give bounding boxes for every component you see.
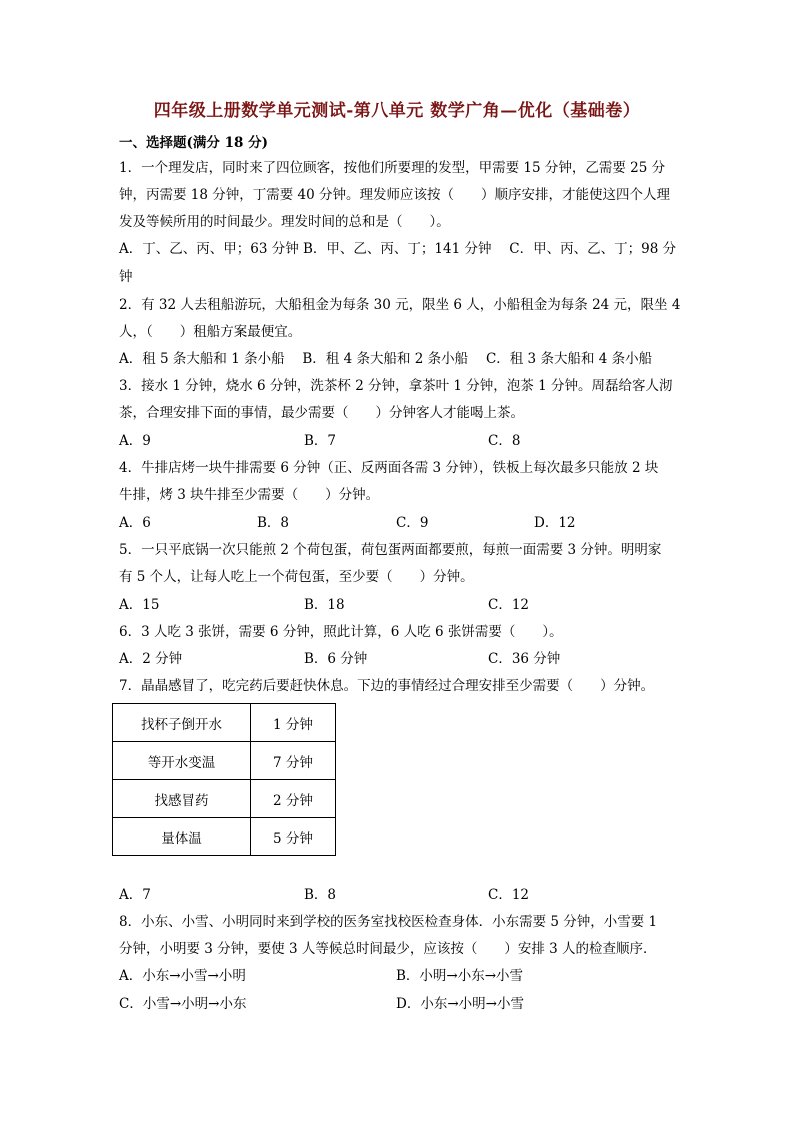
time-cell: 7 分钟 [251,742,336,780]
q1-options: A．丁、乙、丙、甲；63 分钟 B．甲、乙、丙、丁；141 分钟 C．甲、丙、乙、丁；98 分 [119,241,677,257]
q2-options: A．租 5 条大船和 1 条小船 B．租 4 条大船和 2 条小船 C．租 3 条大船和 4 条小船 [119,351,653,367]
q6-line-1: 6．3 人吃 3 张饼，需要 6 分钟，照此计算，6 人吃 6 张饼需要（ ）。 [119,624,563,640]
time-cell: 2 分钟 [251,780,336,818]
q8-line-1: 8．小东、小雪、小明同时来到学校的医务室找校医检查身体．小东需要 5 分钟，小雪要 1 [119,914,658,930]
q2-line-1: 2．有 32 人去租船游玩，大船租金为每条 30 元，限坐 6 人，小船租金为每条 24 元，限坐 4 [119,297,681,313]
q5-option-b: B．18 [304,597,345,613]
q6-option-a: A．2 分钟 [119,651,183,667]
q4-line-1: 4．牛排店烤一块牛排需要 6 分钟（正、反两面各需 3 分钟），铁板上每次最多只能放 2 块 [119,460,659,476]
q8-option-c: C．小雪→小明→小东 [119,996,247,1012]
task-cell: 量体温 [113,818,251,856]
task-cell: 等开水变温 [113,742,251,780]
q7-option-a: A．7 [119,887,151,903]
q8-option-b: B．小明→小东→小雪 [396,968,524,984]
q7-task-table [112,703,336,856]
q3-line-1: 3．接水 1 分钟，烧水 6 分钟，洗茶杯 2 分钟，拿茶叶 1 分钟，泡茶 1 分钟。周磊给客人沏 [119,378,673,394]
time-cell: 5 分钟 [251,818,336,856]
section-heading: 一、选择题(满分 18 分) [119,135,268,151]
q4-option-b: B．8 [257,515,290,531]
task-cell: 找感冒药 [113,780,251,818]
q4-option-d: D．12 [534,515,576,531]
q8-option-d: D．小东→小明→小雪 [396,996,524,1012]
q3-option-b: B．7 [304,433,337,449]
q5-line-2: 有 5 个人，让每人吃上一个荷包蛋，至少要（ ）分钟。 [119,569,474,585]
q1-line-2: 钟，丙需要 18 分钟，丁需要 40 分钟。理发师应该按（ ）顺序安排，才能使这四个人理 [119,187,671,203]
q3-option-c: C．8 [488,433,521,449]
table-row [113,742,336,780]
time-cell: 1 分钟 [251,704,336,742]
q1-options-cont: 钟 [119,269,133,285]
q1-line-3: 发及等候所用的时间最少。理发时间的总和是（ ）。 [119,214,450,230]
q8-line-2: 分钟，小明要 3 分钟，要使 3 人等候总时间最少，应该按（ ）安排 3 人的检查顺序． [119,941,657,957]
table-row [113,704,336,742]
document-title: 四年级上册数学单元测试-第八单元 数学广角—优化（基础卷） [153,101,641,121]
q5-line-1: 5．一只平底锅一次只能煎 2 个荷包蛋，荷包蛋两面都要煎，每煎一面需要 3 分钟。明明家 [119,542,662,558]
q6-option-c: C．36 分钟 [488,651,561,667]
q3-option-a: A．9 [119,433,151,449]
q7-option-c: C．12 [488,887,530,903]
q5-option-a: A．15 [119,597,160,613]
q1-line-1: 1．一个理发店，同时来了四位顾客，按他们所要理的发型，甲需要 15 分钟，乙需要 25 分 [119,160,666,176]
q8-option-a: A．小东→小雪→小明 [119,968,246,984]
q4-option-c: C．9 [396,515,429,531]
q2-line-2: 人，（ ）租船方案最便宜。 [119,324,302,340]
q4-option-a: A．6 [119,515,151,531]
q7-line-1: 7．晶晶感冒了，吃完药后要赶快休息。下边的事情经过合理安排至少需要（ ）分钟。 [119,678,655,694]
q7-option-b: B．8 [304,887,337,903]
q4-line-2: 牛排，烤 3 块牛排至少需要（ ）分钟。 [119,487,380,503]
q5-option-c: C．12 [488,597,530,613]
task-cell: 找杯子倒开水 [113,704,251,742]
q6-option-b: B．6 分钟 [304,651,368,667]
q3-line-2: 茶，合理安排下面的事情，最少需要（ ）分钟客人才能喝上茶。 [119,405,524,421]
table-row [113,818,336,856]
table-row [113,780,336,818]
